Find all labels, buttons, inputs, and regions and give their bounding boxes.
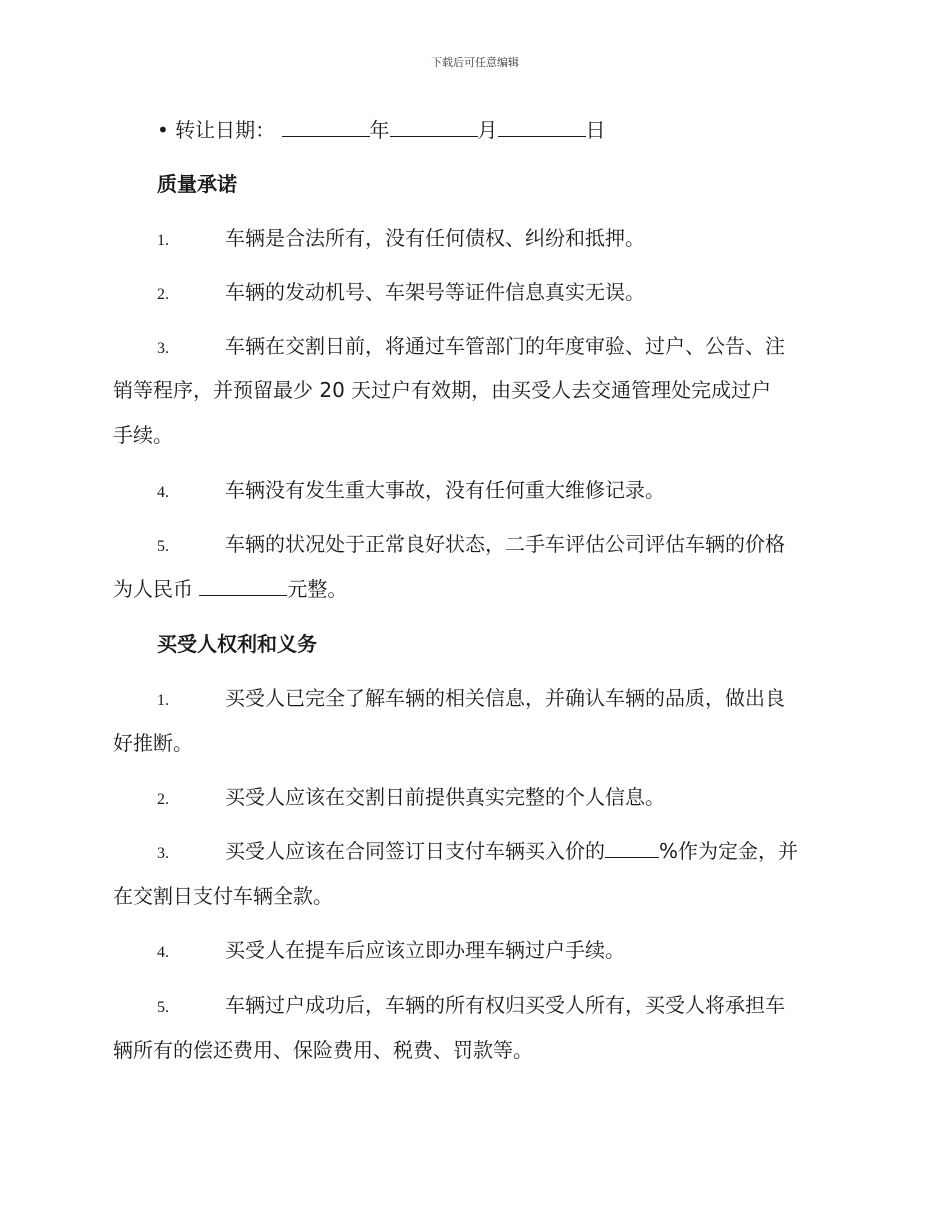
item-text: 买受人应该在合同签订日支付车辆买入价的 (225, 839, 605, 863)
item-text: 买受人应该在交割日前提供真实完整的个人信息。 (225, 785, 665, 809)
item-text: 车辆的状况处于正常良好状态，二手车评估公司评估车辆的价格 (225, 532, 785, 556)
day-blank (498, 118, 586, 137)
item-text: 车辆是合法所有，没有任何债权、纠纷和抵押。 (225, 226, 645, 250)
buyer-item-5 (157, 993, 887, 1020)
buyer-item-3-cont: 在交割日支付车辆全款。 (113, 884, 333, 908)
item-text: 买受人在提车后应该立即办理车辆过户手续。 (225, 938, 625, 962)
buyer-item-1-cont: 好推断。 (113, 731, 193, 755)
item-number: 2. (157, 286, 169, 303)
buyer-item-3 (157, 839, 887, 866)
buyer-item-4 (157, 938, 887, 965)
transfer-date-line (157, 118, 887, 142)
quality-heading: 质量承诺 (157, 172, 237, 196)
item-number: 3. (157, 845, 169, 862)
year-blank (282, 118, 370, 137)
quality-item-5 (157, 532, 887, 559)
quality-item-3-cont-1: 销等程序，并预留最少 20 天过户有效期，由买受人去交通管理处完成过户 (113, 378, 772, 402)
quality-item-2 (157, 280, 887, 307)
item-number: 2. (157, 791, 169, 808)
item-number: 5. (157, 538, 169, 555)
bullet: • (157, 118, 169, 142)
buyer-item-2 (157, 785, 887, 812)
price-blank (199, 577, 287, 596)
quality-item-3-cont-2: 手续。 (113, 423, 173, 447)
item-number: 1. (157, 232, 169, 249)
day-label: 日 (585, 118, 606, 142)
item-text: 买受人已完全了解车辆的相关信息，并确认车辆的品质，做出良 (225, 686, 785, 710)
item-text: 车辆的发动机号、车架号等证件信息真实无误。 (225, 280, 645, 304)
quality-item-5-cont (113, 577, 843, 601)
buyer-heading: 买受人权利和义务 (157, 632, 317, 656)
transfer-date-label: 转让日期： (175, 118, 276, 142)
item-number: 5. (157, 999, 169, 1016)
item-text: 车辆过户成功后，车辆的所有权归买受人所有，买受人将承担车 (225, 993, 785, 1017)
page-header: 下载后可任意编辑 (431, 56, 519, 69)
price-suffix: 元整。 (287, 577, 348, 601)
buyer-item-5-cont: 辆所有的偿还费用、保险费用、税费、罚款等。 (113, 1038, 533, 1062)
item-text: 车辆在交割日前，将通过车管部门的年度审验、过户、公告、注 (225, 334, 785, 358)
item-text: 车辆没有发生重大事故，没有任何重大维修记录。 (225, 478, 665, 502)
item-number: 3. (157, 340, 169, 357)
quality-item-3 (157, 334, 887, 361)
item-text-suffix: %作为定金，并 (659, 839, 799, 863)
item-number: 1. (157, 692, 169, 709)
deposit-percent-blank (605, 839, 659, 858)
quality-item-1 (157, 226, 887, 253)
buyer-item-1 (157, 686, 887, 713)
item-number: 4. (157, 484, 169, 501)
month-blank (390, 118, 478, 137)
year-label: 年 (369, 118, 390, 142)
quality-item-4 (157, 478, 887, 505)
item-number: 4. (157, 944, 169, 961)
price-prefix: 为人民币 (113, 577, 193, 601)
month-label: 月 (477, 118, 498, 142)
